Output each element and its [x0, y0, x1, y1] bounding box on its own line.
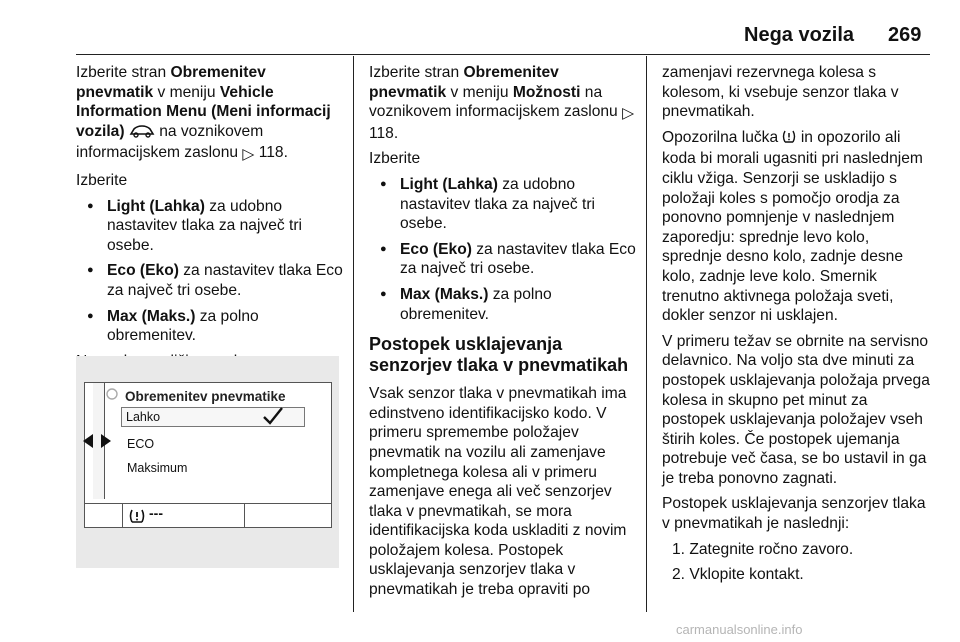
- display-title: Obremenitev pnevmatike: [125, 389, 286, 404]
- display-row: ECO: [127, 437, 155, 451]
- tire-pressure-warning-icon: [782, 129, 796, 150]
- col2-option-list: [369, 175, 637, 324]
- list-item: 2. Vklopite kontakt.: [672, 566, 804, 584]
- column-1: [76, 63, 344, 377]
- col1-intro: Izberite stran Obremenitev pnevmatik v meniju Vehicle Information Menu (Meni informacij vozila) na voznikovem informacijskem zaslonu ▷ 118.: [76, 64, 331, 164]
- page-number: 269: [888, 24, 922, 46]
- column-2: [369, 63, 637, 606]
- list-item: ● Light (Lahka) za udobno nastavitev tlaka za največ tri osebe.: [369, 175, 637, 234]
- list-item: ● Eco (Eko) za nastavitev tlaka Eco za največ tri osebe.: [76, 261, 344, 300]
- col2-select-label: Izberite: [369, 150, 421, 168]
- display-row-selected: Lahko: [121, 407, 305, 427]
- list-item: ● Max (Maks.) za polno obremenitev.: [76, 307, 344, 346]
- left-right-arrows-icon: [82, 433, 112, 455]
- tire-pressure-warning-icon: [128, 507, 146, 531]
- list-item: 1. Zategnite ročno zavoro.: [672, 540, 854, 558]
- col2-intro: Izberite stran Obremenitev pnevmatik v meniju Možnosti na voznikovem informacijskem zaslonu ▷ 118.: [369, 64, 635, 142]
- col1-select-label: Izberite: [76, 171, 128, 189]
- col3-para-3: V primeru težav se obrnite na servisno delavnico. Na voljo sta dve minuti za postopek usklajevanja položaja prvega kolesa in skupno pet minut za postopek usklajevanja položajev vseh štirih koles. Če postopek ujemanja potrebuje več časa, se bo ustavil in ga je treba ponovno zagnati.: [662, 332, 930, 487]
- watermark: carmanualsonline.info: [676, 622, 803, 637]
- section-heading: Postopek usklajevanja senzorjev tlaka v pnevmatikah: [369, 334, 629, 376]
- display-status-bar: [85, 503, 331, 528]
- list-item: ● Eco (Eko) za nastavitev tlaka Eco za največ tri osebe.: [369, 240, 637, 279]
- car-icon: [129, 124, 155, 144]
- check-icon: [262, 406, 284, 433]
- column-divider-1: [353, 56, 354, 612]
- col3-para-4: Postopek usklajevanja senzorjev tlaka v pnevmatikah je naslednji:: [662, 495, 926, 533]
- display-screenshot: [76, 356, 339, 568]
- column-divider-2: [646, 56, 647, 612]
- page-ref-arrow-icon: ▷: [622, 105, 635, 123]
- col2-body: Vsak senzor tlaka v pnevmatikah ima edinstveno identifikacijsko kodo. V primeru spremembe položajev pnevmatik na vozilu ali zamenjave kompletnega kolesa ali v primeru zamenjave enega ali več senzorjev tlaka v pnevmatikah, se mora identifikacijska koda uskladiti z novim položajem kolesa. Postopek usklajevanja senzorjev tlaka v pnevmatikah je treba opraviti po: [369, 385, 627, 599]
- col1-option-list: [76, 197, 344, 346]
- col3-para-2: Opozorilna lučka in opozorilo ali koda bi morali ugasniti pri naslednjem ciklu vžiga. Senzorji se uskladijo s položaji koles s pomočjo orodja za ponovno pomnjenje v naslednjem zaporedju: sprednje levo kolo, sprednje desno kolo, zadnje desne kolo, zadnje leve kolo. Smernik trenutno aktivnega položaja sveti, dokler senzor ni usklajen.: [662, 128, 923, 325]
- display-row: Maksimum: [127, 461, 188, 475]
- page-ref-arrow-icon: ▷: [242, 146, 255, 164]
- list-item: ● Light (Lahka) za udobno nastavitev tlaka za največ tri osebe.: [76, 197, 344, 256]
- page-header: [0, 24, 960, 54]
- tire-icon: [105, 387, 119, 407]
- column-3: [662, 63, 930, 591]
- display-status-value: ---: [149, 505, 163, 521]
- list-item: ● Max (Maks.) za polno obremenitev.: [369, 285, 637, 324]
- header-rule: [76, 54, 930, 55]
- col3-para-1: zamenjavi rezervnega kolesa s kolesom, ki vsebuje senzor tlaka v pnevmatikah.: [662, 64, 899, 121]
- steps-list: [662, 540, 930, 585]
- display-panel: [84, 382, 332, 528]
- section-title: Nega vozila: [744, 24, 855, 46]
